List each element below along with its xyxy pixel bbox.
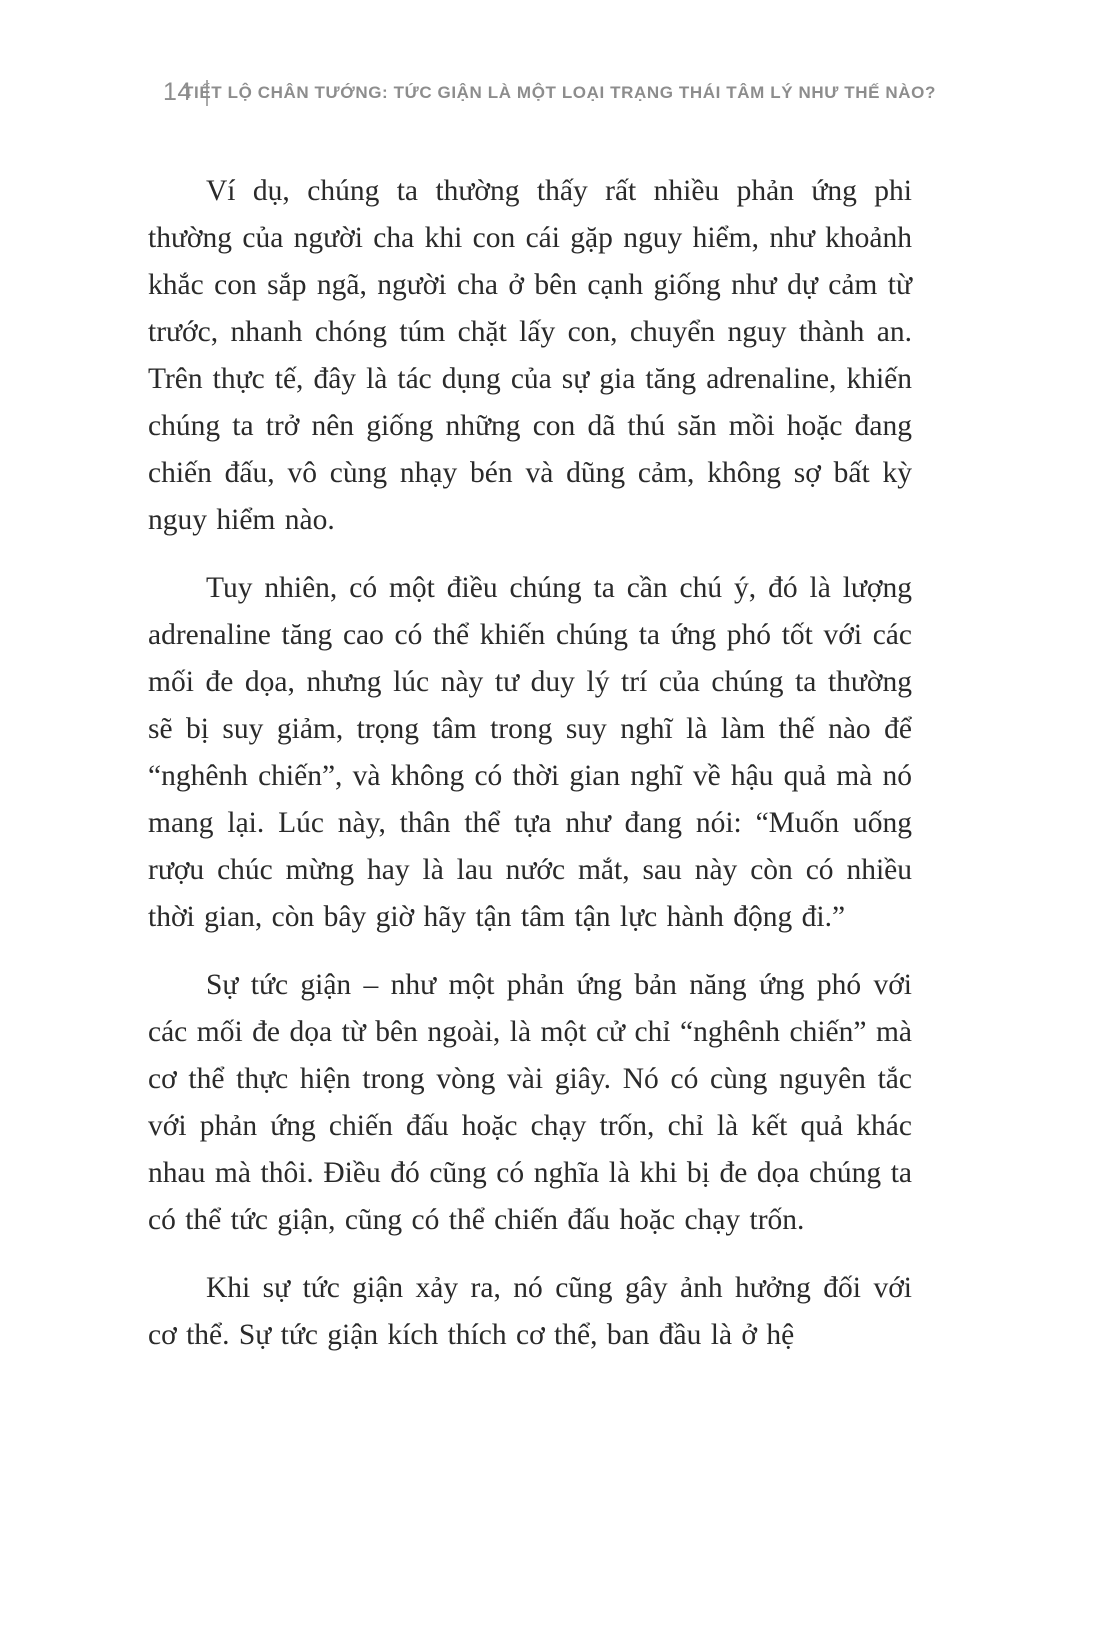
- page-number: 14: [163, 78, 192, 106]
- body-text: [148, 168, 912, 1380]
- paragraph-2: Tuy nhiên, có một điều chúng ta cần chú ý, đó là lượng adrenaline tăng cao có thể khiến chúng ta ứng phó tốt với các mối đe dọa, nhưng lúc này tư duy lý trí của chúng ta thường sẽ bị suy giảm, trọng tâm trong suy nghĩ là làm thế nào để “nghênh chiến”, và không có thời gian nghĩ về hậu quả mà nó mang lại. Lúc này, thân thể tựa như đang nói: “Muốn uống rượu chúc mừng hay là lau nước mắt, sau này còn có nhiều thời gian, còn bây giờ hãy tận tâm tận lực hành động đi.”: [148, 572, 912, 933]
- page-header: [0, 78, 1119, 112]
- paragraph-4: Khi sự tức giận xảy ra, nó cũng gây ảnh hưởng đối với cơ thể. Sự tức giận kích thích cơ thể, ban đầu là ở hệ: [148, 1272, 912, 1351]
- paragraph-1: Ví dụ, chúng ta thường thấy rất nhiều phản ứng phi thường của người cha khi con cái gặp nguy hiểm, như khoảnh khắc con sắp ngã, người cha ở bên cạnh giống như dự cảm từ trước, nhanh chóng túm chặt lấy con, chuyển nguy thành an. Trên thực tế, đây là tác dụng của sự gia tăng adrenaline, khiến chúng ta trở nên giống những con dã thú săn mồi hoặc đang chiến đấu, vô cùng nhạy bén và dũng cảm, không sợ bất kỳ nguy hiểm nào.: [148, 175, 912, 536]
- paragraph-3: Sự tức giận – như một phản ứng bản năng ứng phó với các mối đe dọa từ bên ngoài, là một cử chỉ “nghênh chiến” mà cơ thể thực hiện trong vòng vài giây. Nó có cùng nguyên tắc với phản ứng chiến đấu hoặc chạy trốn, chỉ là kết quả khác nhau mà thôi. Điều đó cũng có nghĩa là khi bị đe dọa chúng ta có thể tức giận, cũng có thể chiến đấu hoặc chạy trốn.: [148, 969, 912, 1236]
- running-header-title: TIẾT LỘ CHÂN TƯỚNG: TỨC GIẬN LÀ MỘT LOẠI TRẠNG THÁI TÂM LÝ NHƯ THẾ NÀO?: [183, 83, 936, 102]
